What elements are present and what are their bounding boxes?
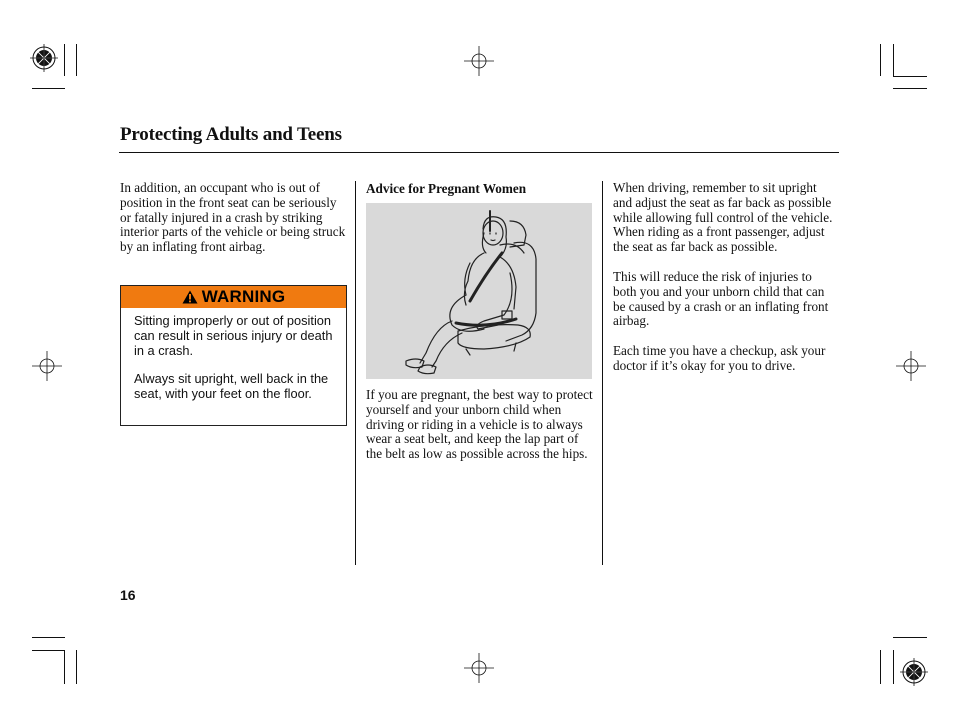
crop-mark — [893, 637, 927, 638]
seated-woman-illustration-icon — [366, 203, 592, 379]
warning-triangle-icon — [182, 290, 198, 304]
crop-mark — [76, 650, 77, 684]
crop-mark — [880, 650, 881, 684]
warning-paragraph: Always sit upright, well back in the seat, with your feet on the floor. — [134, 371, 329, 402]
crop-mark — [76, 44, 77, 76]
crop-mark — [32, 650, 65, 651]
crop-mark — [893, 76, 927, 77]
crosshair-top-icon — [464, 46, 494, 76]
page-title: Protecting Adults and Teens — [120, 124, 342, 145]
column-3-paragraph: This will reduce the risk of injuries to both you and your unborn child that can be caused by a crash or an inflating front airbag. — [613, 268, 829, 329]
crosshair-bottom-icon — [464, 653, 494, 683]
crop-mark — [893, 650, 894, 684]
crop-mark — [32, 88, 65, 89]
registration-mark-bottom-right-icon — [900, 658, 928, 686]
warning-label: WARNING — [201, 287, 286, 306]
crop-mark — [893, 88, 927, 89]
crop-mark — [64, 44, 65, 76]
crop-mark — [893, 44, 894, 76]
column-3-paragraph: Each time you have a checkup, ask your doctor if it’s okay for you to drive. — [613, 343, 826, 373]
warning-header — [121, 286, 346, 308]
crosshair-left-icon — [32, 351, 62, 381]
title-divider — [119, 152, 839, 153]
column-1-paragraph: In addition, an occupant who is out of position in the front seat can be seriously or fatally injured in a crash by striking interior parts of the vehicle or being struck by an inflating front airbag. — [120, 180, 346, 255]
crop-mark — [64, 650, 65, 684]
column-divider — [602, 181, 603, 565]
warning-paragraph: Sitting improperly or out of position can result in serious injury or death in a crash. — [134, 313, 333, 358]
crop-mark — [32, 637, 65, 638]
column-3 — [613, 181, 837, 389]
warning-box — [120, 285, 347, 426]
column-2 — [366, 388, 594, 477]
registration-mark-top-left-icon — [30, 44, 58, 72]
crosshair-right-icon — [896, 351, 926, 381]
column-3-paragraph: When driving, remember to sit upright and adjust the seat as far back as possible while allowing full control of the vehicle. When riding as a front passenger, adjust the seat as far back as possible. — [613, 180, 833, 255]
column-1 — [120, 181, 348, 270]
page-number: 16 — [120, 587, 136, 603]
pregnant-woman-seatbelt-illustration — [366, 203, 592, 379]
crop-mark — [880, 44, 881, 76]
column-2-paragraph: If you are pregnant, the best way to protect yourself and your unborn child when driving or riding in a vehicle is to always wear a seat belt, and keep the lap part of the belt as low as possible across the hips. — [366, 387, 593, 462]
section-heading: Advice for Pregnant Women — [366, 181, 527, 196]
column-divider — [355, 181, 356, 565]
warning-text — [134, 314, 334, 416]
